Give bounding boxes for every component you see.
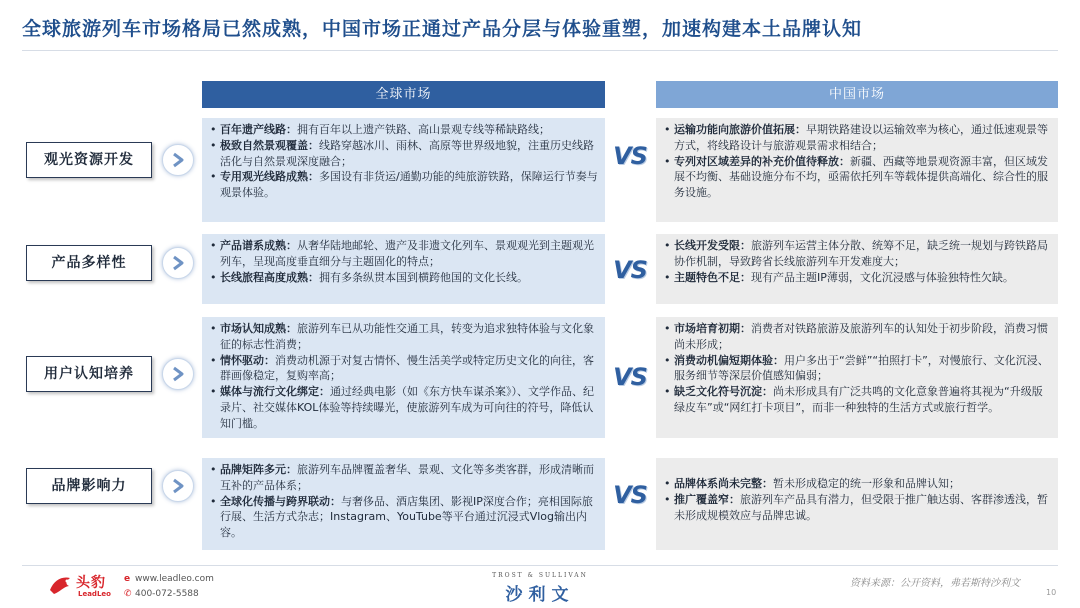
list-item: • 品牌矩阵多元：旅游列车品牌覆盖奢华、景观、文化等多类客群，形成清晰而互补的产品体系； — [220, 462, 599, 494]
source-note: 资料来源：公开资料，弗若斯特沙利文 — [850, 578, 1020, 589]
list-item: • 市场认知成熟：旅游列车已从功能性交通工具，转变为追求独特体验与文化象征的标志性消费； — [220, 321, 599, 353]
global-panel-product-diversity — [202, 234, 605, 304]
list-item: • 专列对区域差异的补充价值待释放：新疆、西藏等地景观资源丰富，但区域发展不均衡、基础设施分布不均，亟需依托列车等载体提供高端化、综合性的服务设施。 — [674, 154, 1052, 201]
logo-text-en: LeadLeo — [78, 590, 111, 598]
china-panel-user-awareness — [656, 317, 1058, 438]
page-title: 全球旅游列车市场格局已然成熟，中国市场正通过产品分层与体验重塑，加速构建本土品牌认知 — [22, 18, 863, 40]
china-panel-brand-influence — [656, 458, 1058, 550]
phone-number: 400-072-5588 — [135, 589, 199, 599]
phone-icon: ✆ — [124, 589, 132, 599]
vs-label: VS — [613, 142, 647, 170]
china-panel-product-diversity — [656, 234, 1058, 304]
list-item: • 缺乏文化符号沉淀：尚未形成具有广泛共鸣的文化意象普遍将其视为“升级版绿皮车”或“网红打卡项目”，而非一种独特的生活方式或旅行哲学。 — [674, 384, 1052, 416]
vs-label: VS — [613, 256, 647, 284]
list-item: • 极致自然景观覆盖：线路穿越冰川、雨林、高原等世界级地貌，注重历史线路活化与自然景观深度融合； — [220, 138, 599, 170]
list-item: • 长线开发受限：旅游列车运营主体分散、统筹不足，缺乏统一规划与跨铁路局协作机制，导致跨省长线旅游列车开发难度大； — [674, 238, 1052, 270]
list-item: • 产品谱系成熟：从奢华陆地邮轮、遗产及非遗文化列车、景观观光到主题观光列车，呈现高度垂直细分与主题固化的特点； — [220, 238, 599, 270]
list-item: • 市场培育初期：消费者对铁路旅游及旅游列车的认知处于初步阶段，消费习惯尚未形成； — [674, 321, 1052, 353]
column-header-global: 全球市场 — [202, 81, 605, 108]
row-label-user-awareness: 用户认知培养 — [26, 356, 152, 392]
logo-text-cn: 头豹 — [76, 575, 106, 591]
vs-label: VS — [613, 481, 647, 509]
website-link[interactable]: www.leadleo.com — [135, 574, 214, 584]
row-label-sightseeing: 观光资源开发 — [26, 142, 152, 178]
global-panel-sightseeing — [202, 118, 605, 222]
contact-info — [124, 572, 214, 602]
list-item: • 品牌体系尚未完整：暂未形成稳定的统一形象和品牌认知； — [674, 476, 1052, 492]
footer-divider — [22, 565, 1058, 566]
list-item: • 全球化传播与跨界联动：与奢侈品、酒店集团、影视IP深度合作；亮相国际旅行展、生活方式杂志；Instagram、YouTube等平台通过沉浸式Vlog输出内容。 — [220, 494, 599, 541]
list-item: • 消费动机偏短期体验：用户多出于“尝鲜”“拍照打卡”，对慢旅行、文化沉浸、服务细节等深层价值感知偏弱； — [674, 353, 1052, 385]
list-item: • 主题特色不足：现有产品主题IP薄弱，文化沉浸感与体验独特性欠缺。 — [674, 270, 1052, 286]
web-icon: e — [124, 574, 131, 584]
list-item: • 百年遗产线路：拥有百年以上遗产铁路、高山景观专线等稀缺路线； — [220, 122, 599, 138]
partner-logo-cn: 沙利文 — [505, 585, 575, 605]
column-header-china: 中国市场 — [656, 81, 1058, 108]
row-label-brand-influence: 品牌影响力 — [26, 468, 152, 504]
list-item: • 情怀驱动：消费动机源于对复古情怀、慢生活美学或特定历史文化的向往，客群画像稳定，复购率高； — [220, 353, 599, 385]
page-number: 10 — [1046, 588, 1057, 597]
chevron-right-icon — [162, 144, 194, 176]
leadleo-logo — [48, 572, 120, 602]
list-item: • 长线旅程高度成熟：拥有多条纵贯本国到横跨他国的文化长线。 — [220, 270, 599, 286]
global-panel-user-awareness — [202, 317, 605, 438]
chevron-right-icon — [162, 358, 194, 390]
chevron-right-icon — [162, 247, 194, 279]
partner-logo-en: TROST & SULLIVAN — [492, 572, 588, 579]
list-item: • 运输功能向旅游价值拓展：早期铁路建设以运输效率为核心，通过低速观景等方式，将线路设计与旅游观景需求相结合； — [674, 122, 1052, 154]
global-panel-brand-influence — [202, 458, 605, 550]
vs-label: VS — [613, 363, 647, 391]
chevron-right-icon — [162, 470, 194, 502]
leopard-logo-icon — [48, 572, 74, 598]
china-panel-sightseeing — [656, 118, 1058, 222]
row-label-product-diversity: 产品多样性 — [26, 245, 152, 281]
list-item: • 媒体与流行文化绑定：通过经典电影（如《东方快车谋杀案》）、文学作品、纪录片、社交媒体KOL体验等持续曝光，使旅游列车成为可向往的符号，降低认知门槛。 — [220, 384, 599, 431]
list-item: • 专用观光线路成熟：多国设有非货运/通勤功能的纯旅游铁路，保障运行节奏与观景体验。 — [220, 169, 599, 201]
list-item: • 推广覆盖窄：旅游列车产品具有潜力，但受限于推广触达弱、客群渗透浅，暂未形成规模效应与品牌忠诚。 — [674, 492, 1052, 524]
title-divider — [22, 50, 1058, 51]
